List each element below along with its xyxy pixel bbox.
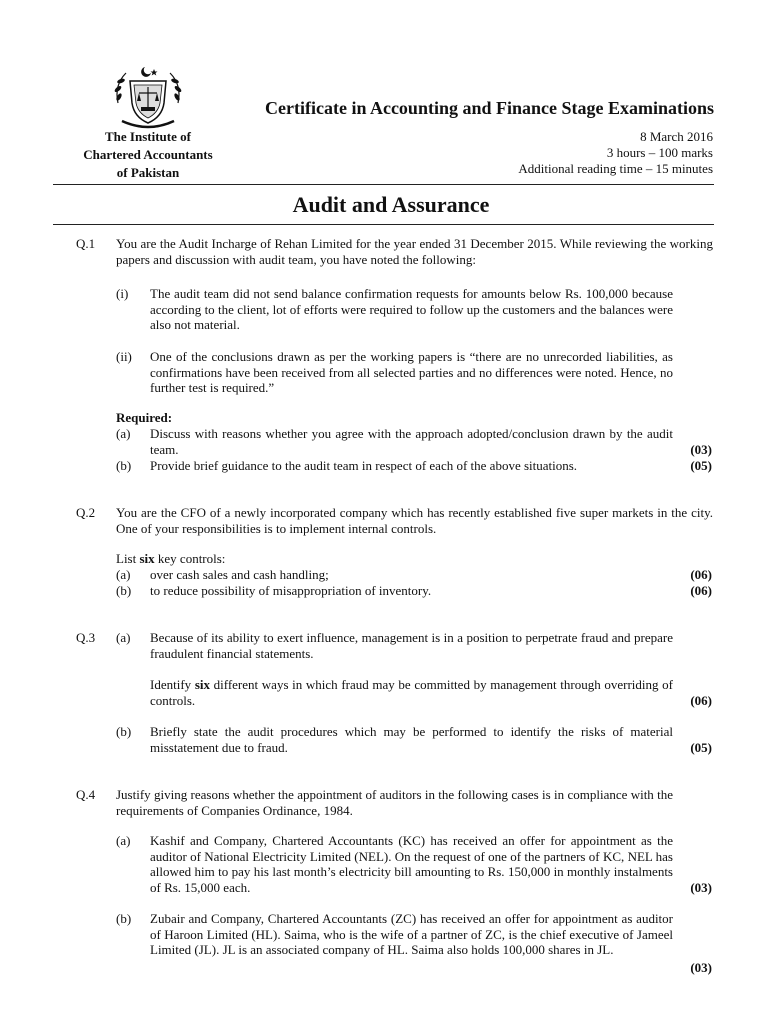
reading-time: Additional reading time – 15 minutes — [518, 161, 713, 176]
exam-duration: 3 hours – 100 marks — [606, 145, 713, 160]
part-text: Provide brief guidance to the audit team in respect of each of the above situations. — [150, 458, 578, 473]
part-label: (a) — [116, 426, 131, 441]
part-label: (b) — [116, 724, 132, 739]
exam-date: 8 March 2016 — [640, 129, 713, 144]
marks: (03) — [690, 442, 712, 457]
item-label: (ii) — [116, 349, 132, 364]
institute-name: The Institute of Chartered Accountants of Pakistan — [83, 129, 213, 180]
part-label: (b) — [116, 458, 132, 473]
part-label: (a) — [116, 630, 131, 645]
item-label: (i) — [116, 286, 129, 301]
question-intro: You are the Audit Incharge of Rehan Limited for the year ended 31 December 2015. While reviewing the working papers and discussion with audit team, you have noted the following: — [116, 236, 713, 267]
required-heading: Required: — [116, 410, 173, 425]
item-text: The audit team did not send balance confirmation requests for amounts below Rs. 100,000 because according to the client, lot of efforts were required to follow up the customers and the balances were also not material. — [150, 286, 673, 332]
question-number: Q.1 — [76, 236, 96, 251]
item-text: One of the conclusions drawn as per the working papers is “there are no unrecorded liabilities, as confirmations have been received from all selected parties and no differences were noted. Hence, no further test is required.” — [150, 349, 673, 395]
question-number: Q.4 — [76, 787, 96, 802]
marks: (06) — [690, 583, 712, 598]
part-label: (b) — [116, 911, 132, 926]
part-label: (b) — [116, 583, 132, 598]
list-instruction: List six key controls: — [116, 551, 226, 566]
exam-info — [400, 129, 713, 177]
marks: (03) — [690, 960, 712, 975]
part-text: to reduce possibility of misappropriation of inventory. — [150, 583, 432, 598]
identify-instruction: Identify six different ways in which fraud may be committed by management through overriding of controls. — [150, 677, 674, 708]
part-label: (a) — [116, 567, 131, 582]
part-text: Briefly state the audit procedures which may be performed to identify the risks of material misstatement due to fraud. — [150, 724, 673, 755]
header-divider — [53, 184, 714, 185]
marks: (06) — [690, 567, 712, 582]
part-text: Because of its ability to exert influence, management is in a position to perpetrate fraud and prepare fraudulent financial statements. — [150, 630, 673, 661]
marks: (06) — [690, 693, 712, 708]
subject-divider — [53, 224, 714, 225]
part-label: (a) — [116, 833, 131, 848]
part-text: over cash sales and cash handling; — [150, 567, 329, 582]
question-number: Q.3 — [76, 630, 96, 645]
question-intro: Justify giving reasons whether the appointment of auditors in the following cases is in compliance with the requirements of Companies Ordinance, 1984. — [116, 787, 673, 818]
marks: (05) — [690, 458, 712, 473]
marks: (03) — [690, 880, 712, 895]
question-intro: You are the CFO of a newly incorporated company which has recently established five super markets in the city. One of your responsibilities is to implement internal controls. — [116, 505, 713, 536]
part-text: Kashif and Company, Chartered Accountants (KC) has received an offer for appointment as the auditor of National Electricity Limited (NEL). On the request of one of the partners of KC, NEL has allowed him to pay his last month’s electricity bill amounting to Rs. 150,000 in monthly instalments of Rs. 15,000 each. — [150, 833, 673, 895]
part-text: Discuss with reasons whether you agree with the approach adopted/conclusion drawn by the audit team. — [150, 426, 673, 457]
institute-crest-logo — [108, 63, 188, 131]
marks: (05) — [690, 740, 712, 755]
exam-title: Certificate in Accounting and Finance Stage Examinations — [265, 98, 714, 118]
part-text: Zubair and Company, Chartered Accountants (ZC) has received an offer for appointment as auditor of Haroon Limited (HL). Saima, who is the wife of a partner of ZC, is the chief executive of Jameel Limited (JL). JL is an associated company of HL. Saima also holds 100,000 shares in JL. — [150, 911, 673, 957]
question-number: Q.2 — [76, 505, 96, 520]
subject-title: Audit and Assurance — [292, 192, 490, 217]
